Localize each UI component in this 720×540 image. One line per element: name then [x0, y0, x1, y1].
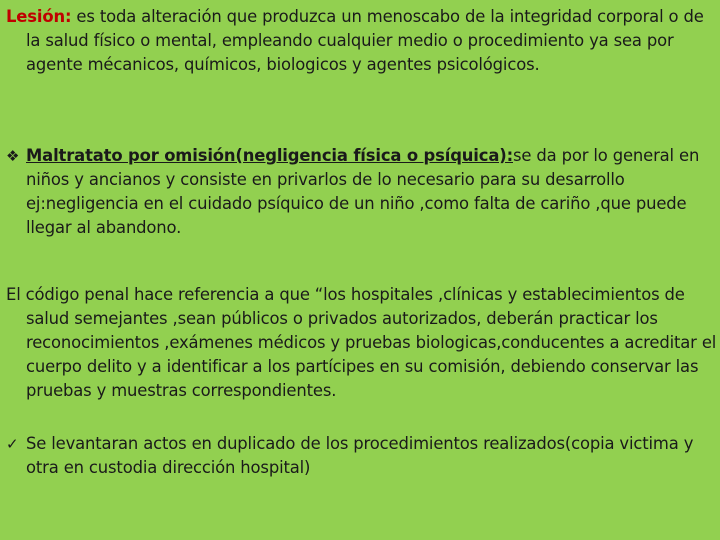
checkmark-bullet-icon: ✓	[6, 435, 19, 453]
paragraph-actas	[6, 432, 718, 480]
paragraph-lesion	[6, 5, 718, 77]
text-actas: Se levantaran actos en duplicado de los procedimientos realizados(copia victima y otra en custodia dirección hospital)	[26, 434, 694, 477]
paragraph-maltrato	[6, 144, 718, 240]
paragraph-codigo-penal	[6, 283, 718, 403]
text-codigo-penal: El código penal hace referencia a que “los hospitales ,clínicas y establecimientos de salud semejantes ,sean públicos o privados autorizados, deberán practicar los reconocimientos ,exámenes médicos y pruebas biologicas,conducentes a acreditar el cuerpo delito y a identificar a los partícipes en su comisión, debiendo conservar las pruebas y muestras correspondientes.	[6, 285, 717, 400]
definition-lesion: es toda alteración que produzca un menoscabo de la integridad corporal o de la salud físico o mental, empleando cualquier medio o procedimiento ya sea por agente mécanicos, químicos, biologicos y agentes psicológicos.	[26, 7, 704, 74]
definition-maltrato: se da por lo general en niños y ancianos y consiste en privarlos de lo necesario para su desarrollo ej:negligencia en el cuidado psíquico de un niño ,como falta de cariño ,que puede llegar al abandono.	[26, 146, 700, 237]
diamond-bullet-icon: ❖	[6, 147, 20, 165]
term-maltrato: Maltratato por omisión(negligencia física o psíquica):	[26, 146, 513, 165]
term-lesion: Lesión:	[6, 7, 72, 26]
